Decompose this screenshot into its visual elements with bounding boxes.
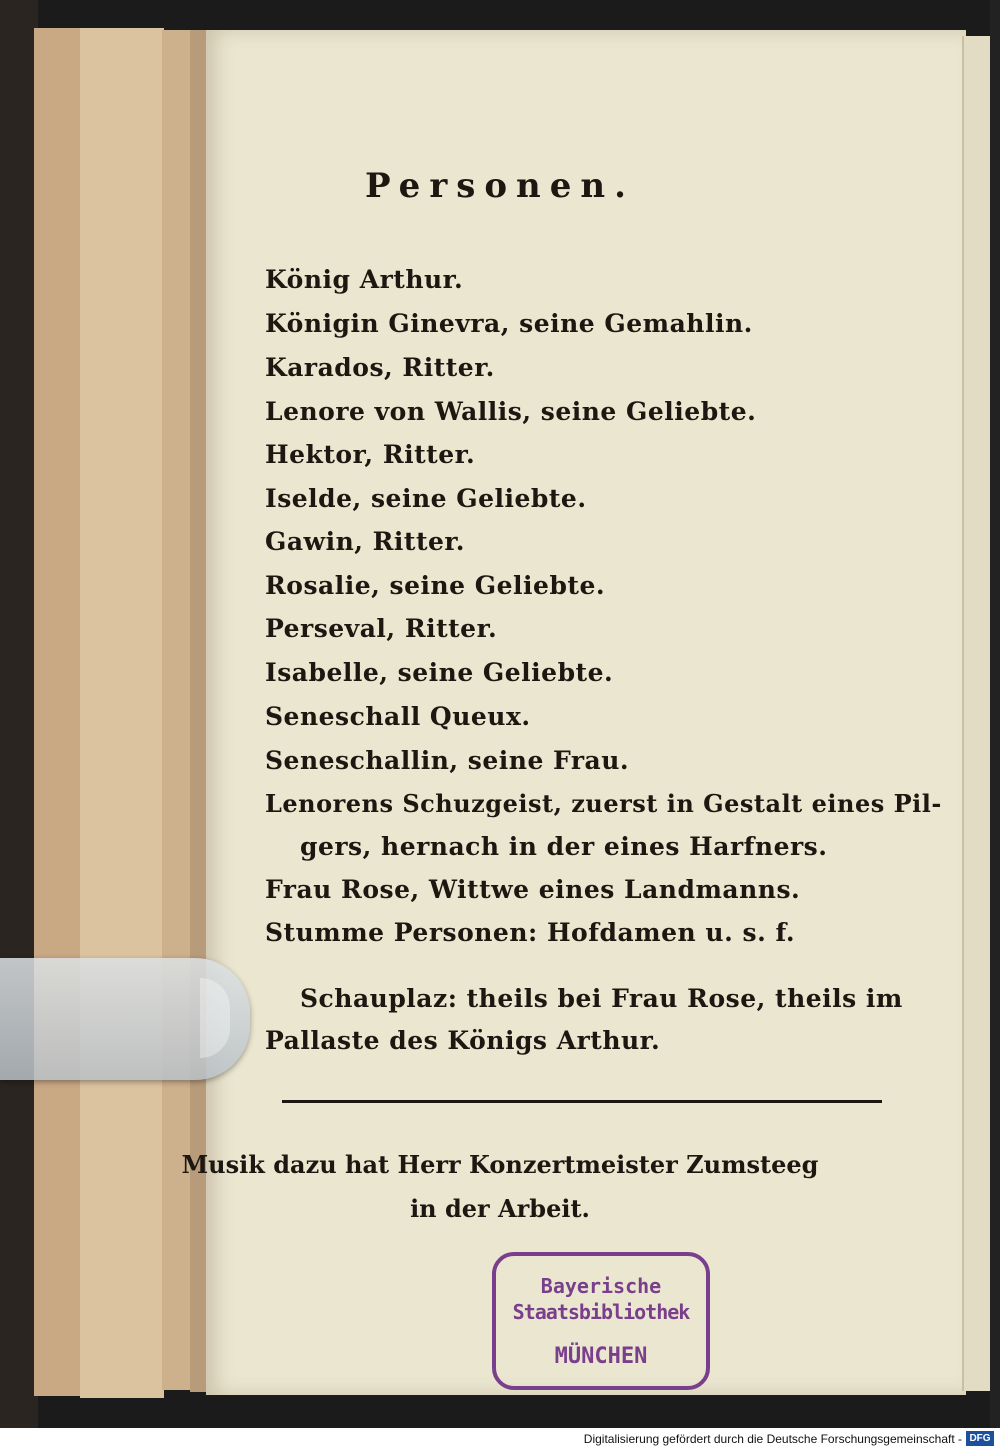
cast-line-continued: gers, hernach in der eines Harfners. (300, 832, 828, 861)
cast-line: Königin Ginevra, seine Gemahlin. (265, 309, 753, 338)
cast-line: Seneschall Queux. (265, 702, 531, 731)
cast-line: Karados, Ritter. (265, 353, 495, 382)
book-edge (34, 28, 82, 1396)
cast-line: Seneschallin, seine Frau. (265, 746, 630, 775)
setting-line: Pallaste des Königs Arthur. (265, 1026, 661, 1055)
cast-line: Isabelle, seine Geliebte. (265, 658, 614, 687)
music-note-line: Musik dazu hat Herr Konzertmeister Zumsteeg (181, 1150, 819, 1179)
footer-credit: Digitalisierung gefördert durch die Deutsche Forschungsgemeinschaft - (583, 1432, 962, 1446)
cast-line: Iselde, seine Geliebte. (265, 484, 587, 513)
music-note-line: in der Arbeit. (410, 1194, 590, 1223)
cast-line: Hektor, Ritter. (265, 440, 476, 469)
page-title: Personen. (365, 166, 635, 206)
stamp-line: Staatsbibliothek (512, 1300, 690, 1324)
horizontal-rule (282, 1100, 882, 1103)
cast-line: Stumme Personen: Hofdamen u. s. f. (265, 918, 796, 947)
cast-line: Lenorens Schuzgeist, zuerst in Gestalt eines Pil- (265, 789, 942, 818)
cast-line: Rosalie, seine Geliebte. (265, 571, 606, 600)
cast-line: Gawin, Ritter. (265, 527, 466, 556)
dfg-logo-icon: DFG (966, 1431, 994, 1446)
library-stamp (492, 1252, 710, 1390)
footer-bar (0, 1428, 1000, 1450)
book-edge (80, 28, 164, 1398)
book-edge (162, 30, 192, 1390)
cast-line: Lenore von Wallis, seine Geliebte. (265, 397, 757, 426)
stamp-line: Bayerische (540, 1274, 662, 1298)
stamp-line: MÜNCHEN (554, 1344, 648, 1369)
setting-line: Schauplaz: theils bei Frau Rose, theils im (300, 984, 903, 1013)
cast-line: Perseval, Ritter. (265, 614, 498, 643)
cast-line: Frau Rose, Wittwe eines Landmanns. (265, 875, 801, 904)
cast-line: König Arthur. (265, 265, 464, 294)
facing-page-edge (962, 36, 992, 1391)
